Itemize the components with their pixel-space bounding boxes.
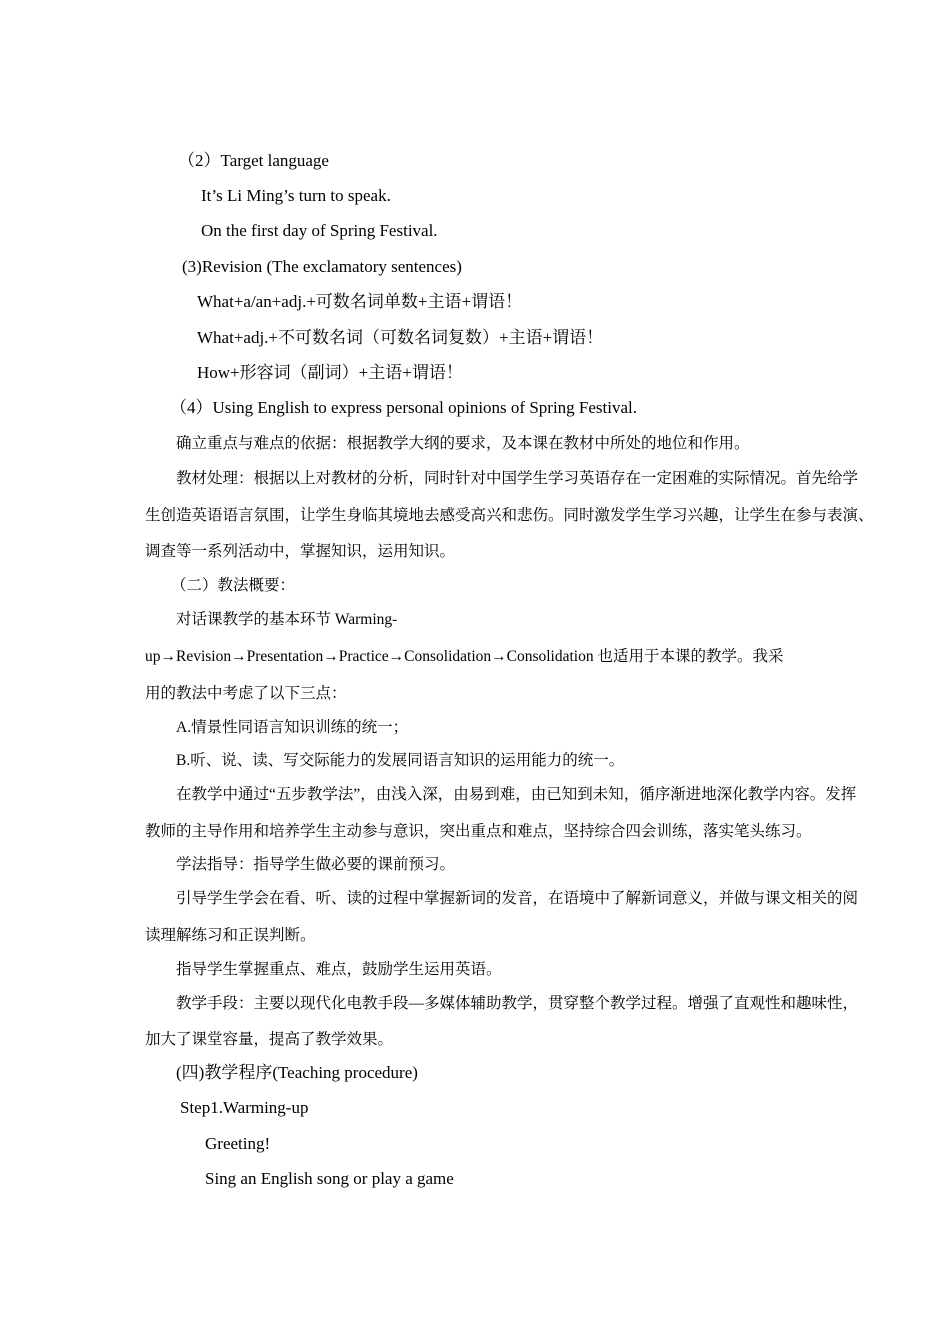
paragraph-line: 学法指导：指导学生做必要的课前预习。	[176, 856, 456, 873]
step-heading: Step1.Warming-up	[180, 1098, 309, 1117]
paragraph-line: 用的教法中考虑了以下三点：	[145, 685, 347, 702]
paragraph-line: 指导学生掌握重点、难点，鼓励学生运用英语。	[176, 961, 502, 978]
section-heading-teaching-method: （二）教法概要：	[171, 577, 296, 594]
paragraph-line: 对话课教学的基本环节 Warming-	[176, 611, 398, 628]
pattern-line-3: How+形容词（副词）+主语+谓语！	[197, 363, 463, 382]
paragraph-line: 教学手段：主要以现代化电教手段—多媒体辅助教学，贯穿整个教学过程。增强了直观性和趣味性，	[176, 995, 859, 1012]
paragraph-line: up→Revision→Presentation→Practice→Consolidation→Consolidation 也适用于本课的教学。我采	[145, 648, 784, 665]
target-sentence-2: On the first day of Spring Festival.	[201, 221, 438, 240]
step-item: Sing an English song or play a game	[205, 1169, 454, 1188]
paragraph-line: 生创造英语语言氛围，让学生身临其境地去感受高兴和悲伤。同时激发学生学习兴趣，让学生在参与表演、	[145, 507, 874, 524]
paragraph-line: 教材处理：根据以上对教材的分析，同时针对中国学生学习英语存在一定困难的实际情况。首先给学	[176, 470, 859, 487]
target-sentence-1: It’s Li Ming’s turn to speak.	[201, 186, 391, 205]
subheading-using-english: （4）Using English to express personal opinions of Spring Festival.	[170, 398, 638, 417]
paragraph-line: 教师的主导作用和培养学生主动参与意识，突出重点和难点，坚持综合四会训练，落实笔头练习。	[145, 823, 812, 840]
list-item-a: A.情景性同语言知识训练的统一；	[176, 719, 409, 736]
step-item: Greeting!	[205, 1134, 271, 1153]
paragraph-line: 加大了课堂容量，提高了教学效果。	[145, 1031, 394, 1048]
paragraph-line: 读理解练习和正误判断。	[145, 927, 316, 944]
paragraph-line: 确立重点与难点的依据：根据教学大纲的要求，及本课在教材中所处的地位和作用。	[176, 435, 750, 452]
pattern-line-2: What+adj.+不可数名词（可数名词复数）+主语+谓语！	[197, 328, 604, 347]
subheading-revision: (3)Revision (The exclamatory sentences)	[182, 257, 462, 276]
subheading-target-language: （2）Target language	[178, 151, 329, 170]
paragraph-line: 调查等一系列活动中，掌握知识，运用知识。	[145, 543, 456, 560]
pattern-line-1: What+a/an+adj.+可数名词单数+主语+谓语！	[197, 292, 523, 311]
paragraph-line: 在教学中通过“五步教学法”，由浅入深，由易到难，由已知到未知，循序渐进地深化教学内容。发挥	[176, 786, 857, 803]
section-heading-teaching-procedure: (四)教学程序(Teaching procedure)	[176, 1063, 418, 1082]
list-item-b: B.听、说、读、写交际能力的发展同语言知识的运用能力的统一。	[176, 752, 625, 769]
paragraph-line: 引导学生学会在看、听、读的过程中掌握新词的发音，在语境中了解新词意义，并做与课文相关的阅	[176, 890, 859, 907]
